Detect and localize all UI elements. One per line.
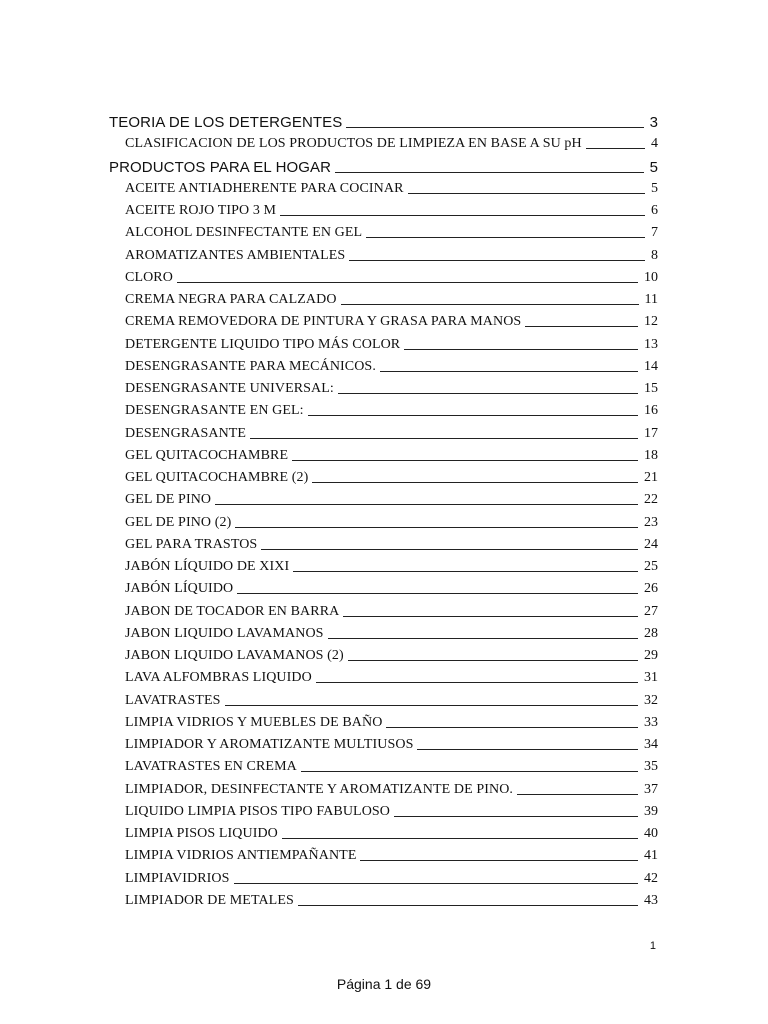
toc-entry	[125, 604, 658, 620]
toc-leader-line	[360, 860, 638, 861]
toc-leader-line	[316, 682, 638, 683]
toc-entry-title: LIMPIA PISOS LIQUIDO	[125, 826, 278, 841]
toc-leader-line	[234, 883, 639, 884]
toc-entry-title: LAVATRASTES	[125, 692, 221, 708]
toc-leader-line	[250, 438, 638, 439]
toc-entry	[125, 337, 658, 353]
toc-entry	[125, 693, 658, 709]
toc-leader-line	[293, 571, 638, 572]
toc-entry-page: 34	[644, 737, 658, 752]
toc-entry-page: 16	[644, 403, 658, 419]
toc-entry-page: 5	[649, 158, 658, 176]
toc-entry-page: 10	[644, 269, 658, 285]
toc-entry-page: 18	[644, 447, 658, 463]
toc-leader-line	[380, 371, 638, 372]
toc-leader-line	[301, 771, 638, 772]
toc-entry-page: 14	[644, 358, 658, 374]
toc-leader-line	[338, 393, 638, 394]
toc-entry	[125, 270, 658, 286]
toc-leader-line	[366, 237, 645, 238]
toc-leader-line	[525, 326, 638, 327]
toc-entry-title: LIQUIDO LIMPIA PISOS TIPO FABULOSO	[125, 803, 391, 819]
toc-entry-page: 28	[644, 625, 658, 641]
toc-entry-title: LAVA ALFOMBRAS LIQUIDO	[125, 670, 312, 686]
toc-leader-line	[215, 504, 638, 505]
toc-entry-page: 6	[651, 203, 658, 218]
toc-entry-title: JABÓN LÍQUIDO	[125, 581, 234, 597]
toc-entry-page: 21	[644, 470, 658, 485]
toc-entry-title: CREMA REMOVEDORA DE PINTURA Y GRASA PARA MANOS	[125, 314, 522, 330]
toc-entry-title: TEORIA DE LOS DETERGENTES	[109, 114, 343, 131]
toc-entry-title: LIMPIAVIDRIOS	[125, 870, 230, 886]
toc-entry-title: LIMPIADOR Y AROMATIZANTE MULTIUSOS	[125, 737, 414, 752]
toc-leader-line	[408, 193, 645, 194]
toc-leader-line	[349, 260, 645, 261]
toc-leader-line	[282, 838, 638, 839]
toc-leader-line	[225, 705, 639, 706]
toc-entry	[125, 136, 658, 152]
toc-leader-line	[517, 794, 638, 795]
toc-entry-title: GEL DE PINO (2)	[125, 514, 232, 530]
toc-entry	[125, 403, 658, 419]
toc-leader-line	[292, 460, 638, 461]
toc-entry-title: DESENGRASANTE UNIVERSAL:	[125, 381, 334, 396]
toc-entry-page: 17	[644, 425, 658, 441]
toc-entry-title: JABON LIQUIDO LAVAMANOS	[125, 625, 324, 641]
toc-entry	[125, 203, 658, 219]
toc-entry	[125, 871, 658, 887]
toc-entry-page: 13	[644, 336, 658, 352]
page-number: 1	[649, 940, 656, 952]
toc-leader-line	[417, 749, 638, 750]
toc-leader-line	[177, 282, 638, 283]
toc-leader-line	[386, 727, 638, 728]
toc-entry	[125, 848, 658, 864]
toc-entry-page: 22	[644, 492, 658, 508]
toc-entry	[125, 826, 658, 842]
toc-entry-page: 23	[644, 514, 658, 530]
toc-leader-line	[261, 549, 638, 550]
toc-entry-title: ACEITE ANTIADHERENTE PARA COCINAR	[125, 180, 404, 196]
toc-entry-page: 29	[644, 648, 658, 663]
toc-entry	[125, 804, 658, 820]
toc-entry	[125, 759, 658, 775]
toc-entry	[125, 648, 658, 664]
toc-entry-title: CREMA NEGRA PARA CALZADO	[125, 292, 337, 307]
toc-entry-page: 33	[644, 714, 658, 730]
toc-leader-line	[328, 638, 638, 639]
toc-leader-line	[312, 482, 638, 483]
toc-entry-page: 25	[644, 559, 658, 574]
toc-entry	[125, 537, 658, 553]
toc-entry-page: 41	[644, 848, 658, 864]
toc-entry-page: 26	[644, 581, 658, 597]
toc-entry	[125, 292, 658, 308]
toc-entry-title: JABÓN LÍQUIDO DE XIXI	[125, 559, 290, 574]
toc-entry-page: 32	[644, 692, 658, 708]
toc-entry-page: 37	[644, 781, 658, 797]
toc-entry	[125, 737, 658, 753]
toc-entry	[125, 181, 658, 197]
toc-leader-line	[235, 527, 638, 528]
toc-entry-page: 39	[644, 803, 658, 819]
toc-entry-page: 35	[644, 759, 658, 775]
toc-entry-title: JABON LIQUIDO LAVAMANOS (2)	[125, 648, 344, 663]
toc-leader-line	[394, 816, 638, 817]
toc-entry	[125, 715, 658, 731]
toc-entry	[125, 426, 658, 442]
toc-entry	[125, 492, 658, 508]
toc-entry	[125, 470, 658, 486]
toc-entry-title: AROMATIZANTES AMBIENTALES	[125, 247, 346, 263]
toc-leader-line	[343, 616, 638, 617]
toc-entry-page: 8	[651, 247, 658, 263]
toc-leader-line	[586, 148, 645, 149]
toc-entry	[125, 381, 658, 397]
toc-leader-line	[404, 349, 638, 350]
toc-entry-title: ACEITE ROJO TIPO 3 M	[125, 203, 277, 218]
toc-entry-page: 15	[644, 381, 658, 396]
toc-entry-page: 4	[651, 136, 658, 152]
toc-entry-title: DETERGENTE LIQUIDO TIPO MÁS COLOR	[125, 336, 401, 352]
toc-leader-line	[237, 593, 638, 594]
toc-entry-page: 12	[644, 314, 658, 330]
page-footer: Página 1 de 69	[336, 976, 432, 992]
toc-entry-page: 27	[644, 603, 658, 619]
toc-entry-title: CLORO	[125, 269, 173, 285]
toc-entry-page: 42	[644, 870, 658, 886]
toc-leader-line	[341, 304, 639, 305]
toc-entry	[125, 248, 658, 264]
toc-entry	[125, 626, 658, 642]
toc-entry-page: 3	[649, 114, 658, 131]
toc-entry-title: CLASIFICACION DE LOS PRODUCTOS DE LIMPIEZA EN BASE A SU pH	[125, 136, 582, 152]
toc-entry-title: GEL QUITACOCHAMBRE	[125, 447, 289, 463]
toc-entry	[125, 782, 658, 798]
toc-entry	[125, 225, 658, 241]
toc-entry-page: 7	[651, 225, 658, 241]
toc-entry-title: ALCOHOL DESINFECTANTE EN GEL	[125, 225, 363, 241]
toc-leader-line	[348, 660, 638, 661]
toc-leader-line	[346, 127, 643, 128]
toc-entry-page: 31	[644, 670, 658, 686]
toc-entry-title: LIMPIA VIDRIOS Y MUEBLES DE BAÑO	[125, 714, 383, 730]
toc-entry-title: LIMPIADOR, DESINFECTANTE Y AROMATIZANTE DE PINO.	[125, 781, 514, 797]
toc-entry-title: DESENGRASANTE	[125, 425, 247, 441]
toc-entry-page: 11	[644, 292, 658, 307]
toc-entry	[109, 159, 658, 176]
toc-entry-title: JABON DE TOCADOR EN BARRA	[125, 603, 340, 619]
toc-entry-title: GEL DE PINO	[125, 492, 212, 508]
toc-leader-line	[280, 215, 645, 216]
toc-entry	[125, 559, 658, 575]
toc-entry-title: GEL PARA TRASTOS	[125, 536, 258, 552]
toc-entry-page: 40	[644, 826, 658, 841]
toc-entry	[125, 670, 658, 686]
toc-leader-line	[335, 172, 644, 173]
toc-entry	[125, 515, 658, 531]
toc-entry-page: 5	[651, 180, 658, 196]
toc-entry	[125, 581, 658, 597]
toc-entry-page: 24	[644, 536, 658, 552]
toc-entry	[125, 314, 658, 330]
toc-entry-title: LAVATRASTES EN CREMA	[125, 759, 297, 775]
toc-entry-title: LIMPIADOR DE METALES	[125, 892, 294, 908]
toc-leader-line	[298, 905, 638, 906]
toc-entry	[125, 893, 658, 909]
toc-entry-page: 43	[644, 892, 658, 908]
toc-entry-title: DESENGRASANTE PARA MECÁNICOS.	[125, 358, 376, 374]
toc-entry	[125, 359, 658, 375]
toc-entry-title: GEL QUITACOCHAMBRE (2)	[125, 470, 309, 485]
toc-leader-line	[308, 415, 638, 416]
toc-entry-title: LIMPIA VIDRIOS ANTIEMPAÑANTE	[125, 848, 357, 864]
toc-entry-title: PRODUCTOS PARA EL HOGAR	[109, 158, 332, 176]
toc-entry	[125, 448, 658, 464]
toc-entry-title: DESENGRASANTE EN GEL:	[125, 403, 304, 419]
toc-entry	[109, 114, 658, 131]
